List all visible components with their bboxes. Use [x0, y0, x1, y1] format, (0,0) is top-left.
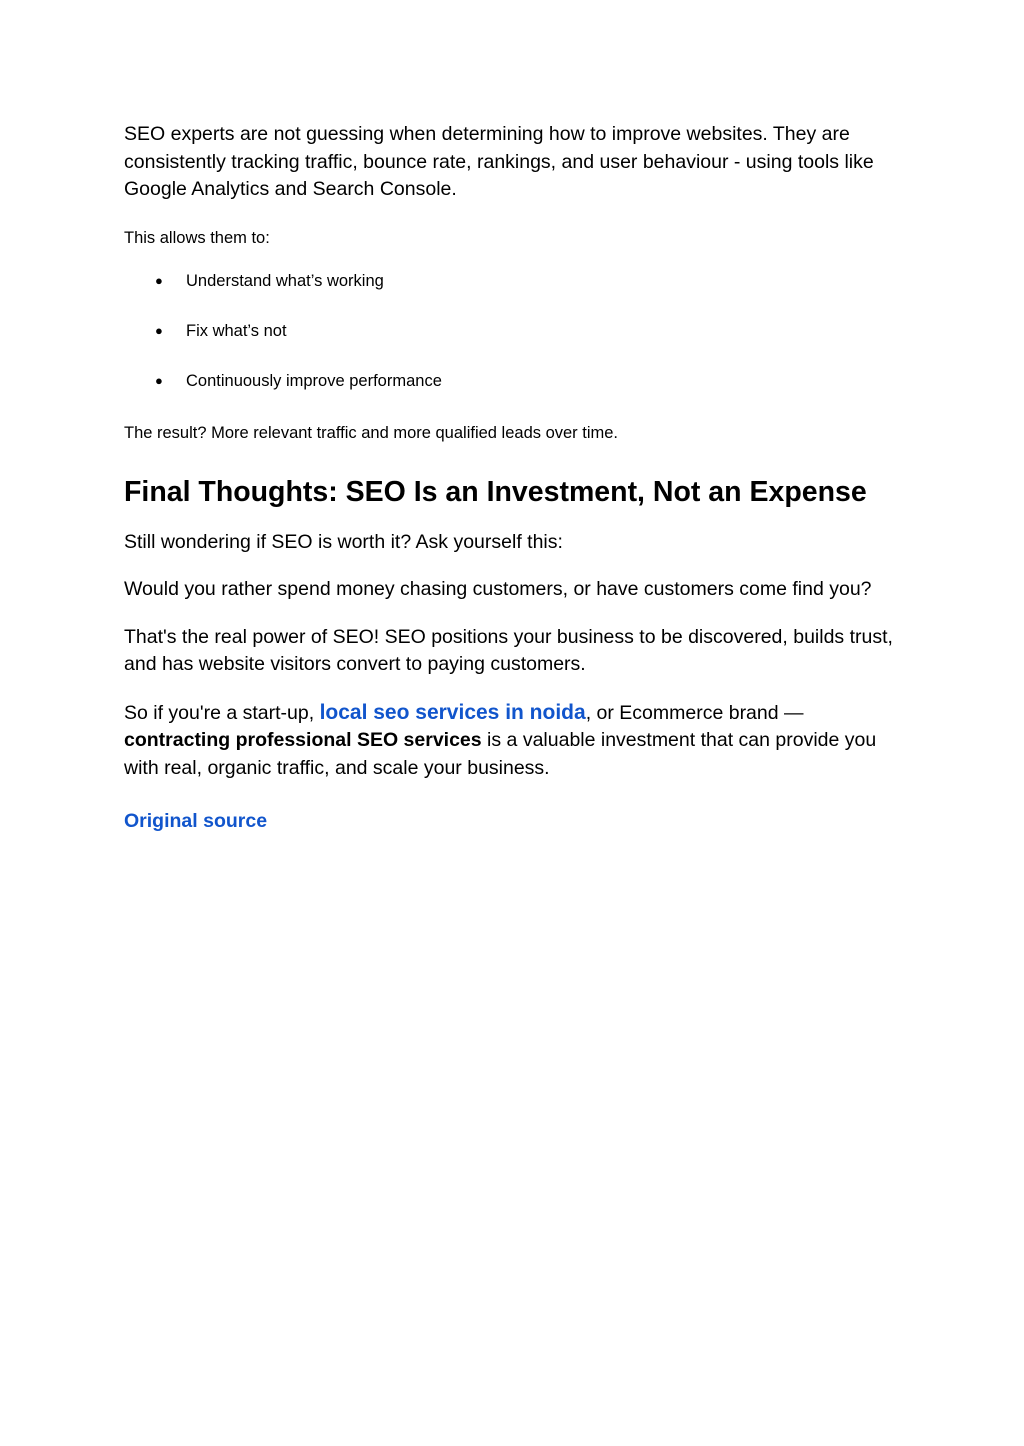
closing-bold-text: contracting professional SEO services — [124, 729, 482, 751]
intro-paragraph: SEO experts are not guessing when determining how to improve websites. They are consistently tracking traffic, bounce rate, rankings, and user behaviour - using tools like Google Analytics and Search Console. — [124, 123, 874, 200]
question-paragraph: Would you rather spend money chasing customers, or have customers come find you? — [124, 578, 872, 600]
result-paragraph: The result? More relevant traffic and more qualified leads over time. — [124, 423, 619, 442]
closing-middle: , or Ecommerce brand — — [585, 701, 804, 724]
section-heading: Final Thoughts: SEO Is an Investment, Not an Expense — [124, 475, 867, 508]
closing-suffix: is a valuable investment that can provide you with real, organic traffic, and scale your business. — [124, 729, 877, 779]
original-source-link[interactable]: Original source — [124, 810, 268, 832]
local-seo-services-link[interactable]: local seo services in noida — [319, 700, 586, 724]
bullet-icon: ● — [155, 322, 163, 338]
allows-paragraph: This allows them to: — [124, 228, 270, 247]
list-item — [124, 270, 900, 292]
bullet-icon: ● — [155, 272, 163, 288]
list-item — [124, 320, 900, 342]
document-content — [124, 120, 900, 836]
wondering-paragraph: Still wondering if SEO is worth it? Ask yourself this: — [124, 530, 563, 553]
closing-paragraph — [124, 699, 900, 783]
list-item — [124, 370, 900, 392]
bullet-icon: ● — [155, 372, 163, 388]
list-item-text: Continuously improve performance — [186, 371, 442, 390]
list-item-text: Fix what’s not — [186, 321, 287, 340]
benefits-list — [124, 270, 900, 392]
power-paragraph: That's the real power of SEO! SEO positions your business to be discovered, builds trust, and has website visitors convert to paying customers. — [124, 625, 893, 675]
closing-prefix: So if you're a start-up, — [124, 701, 320, 724]
list-item-text: Understand what’s working — [186, 271, 384, 290]
